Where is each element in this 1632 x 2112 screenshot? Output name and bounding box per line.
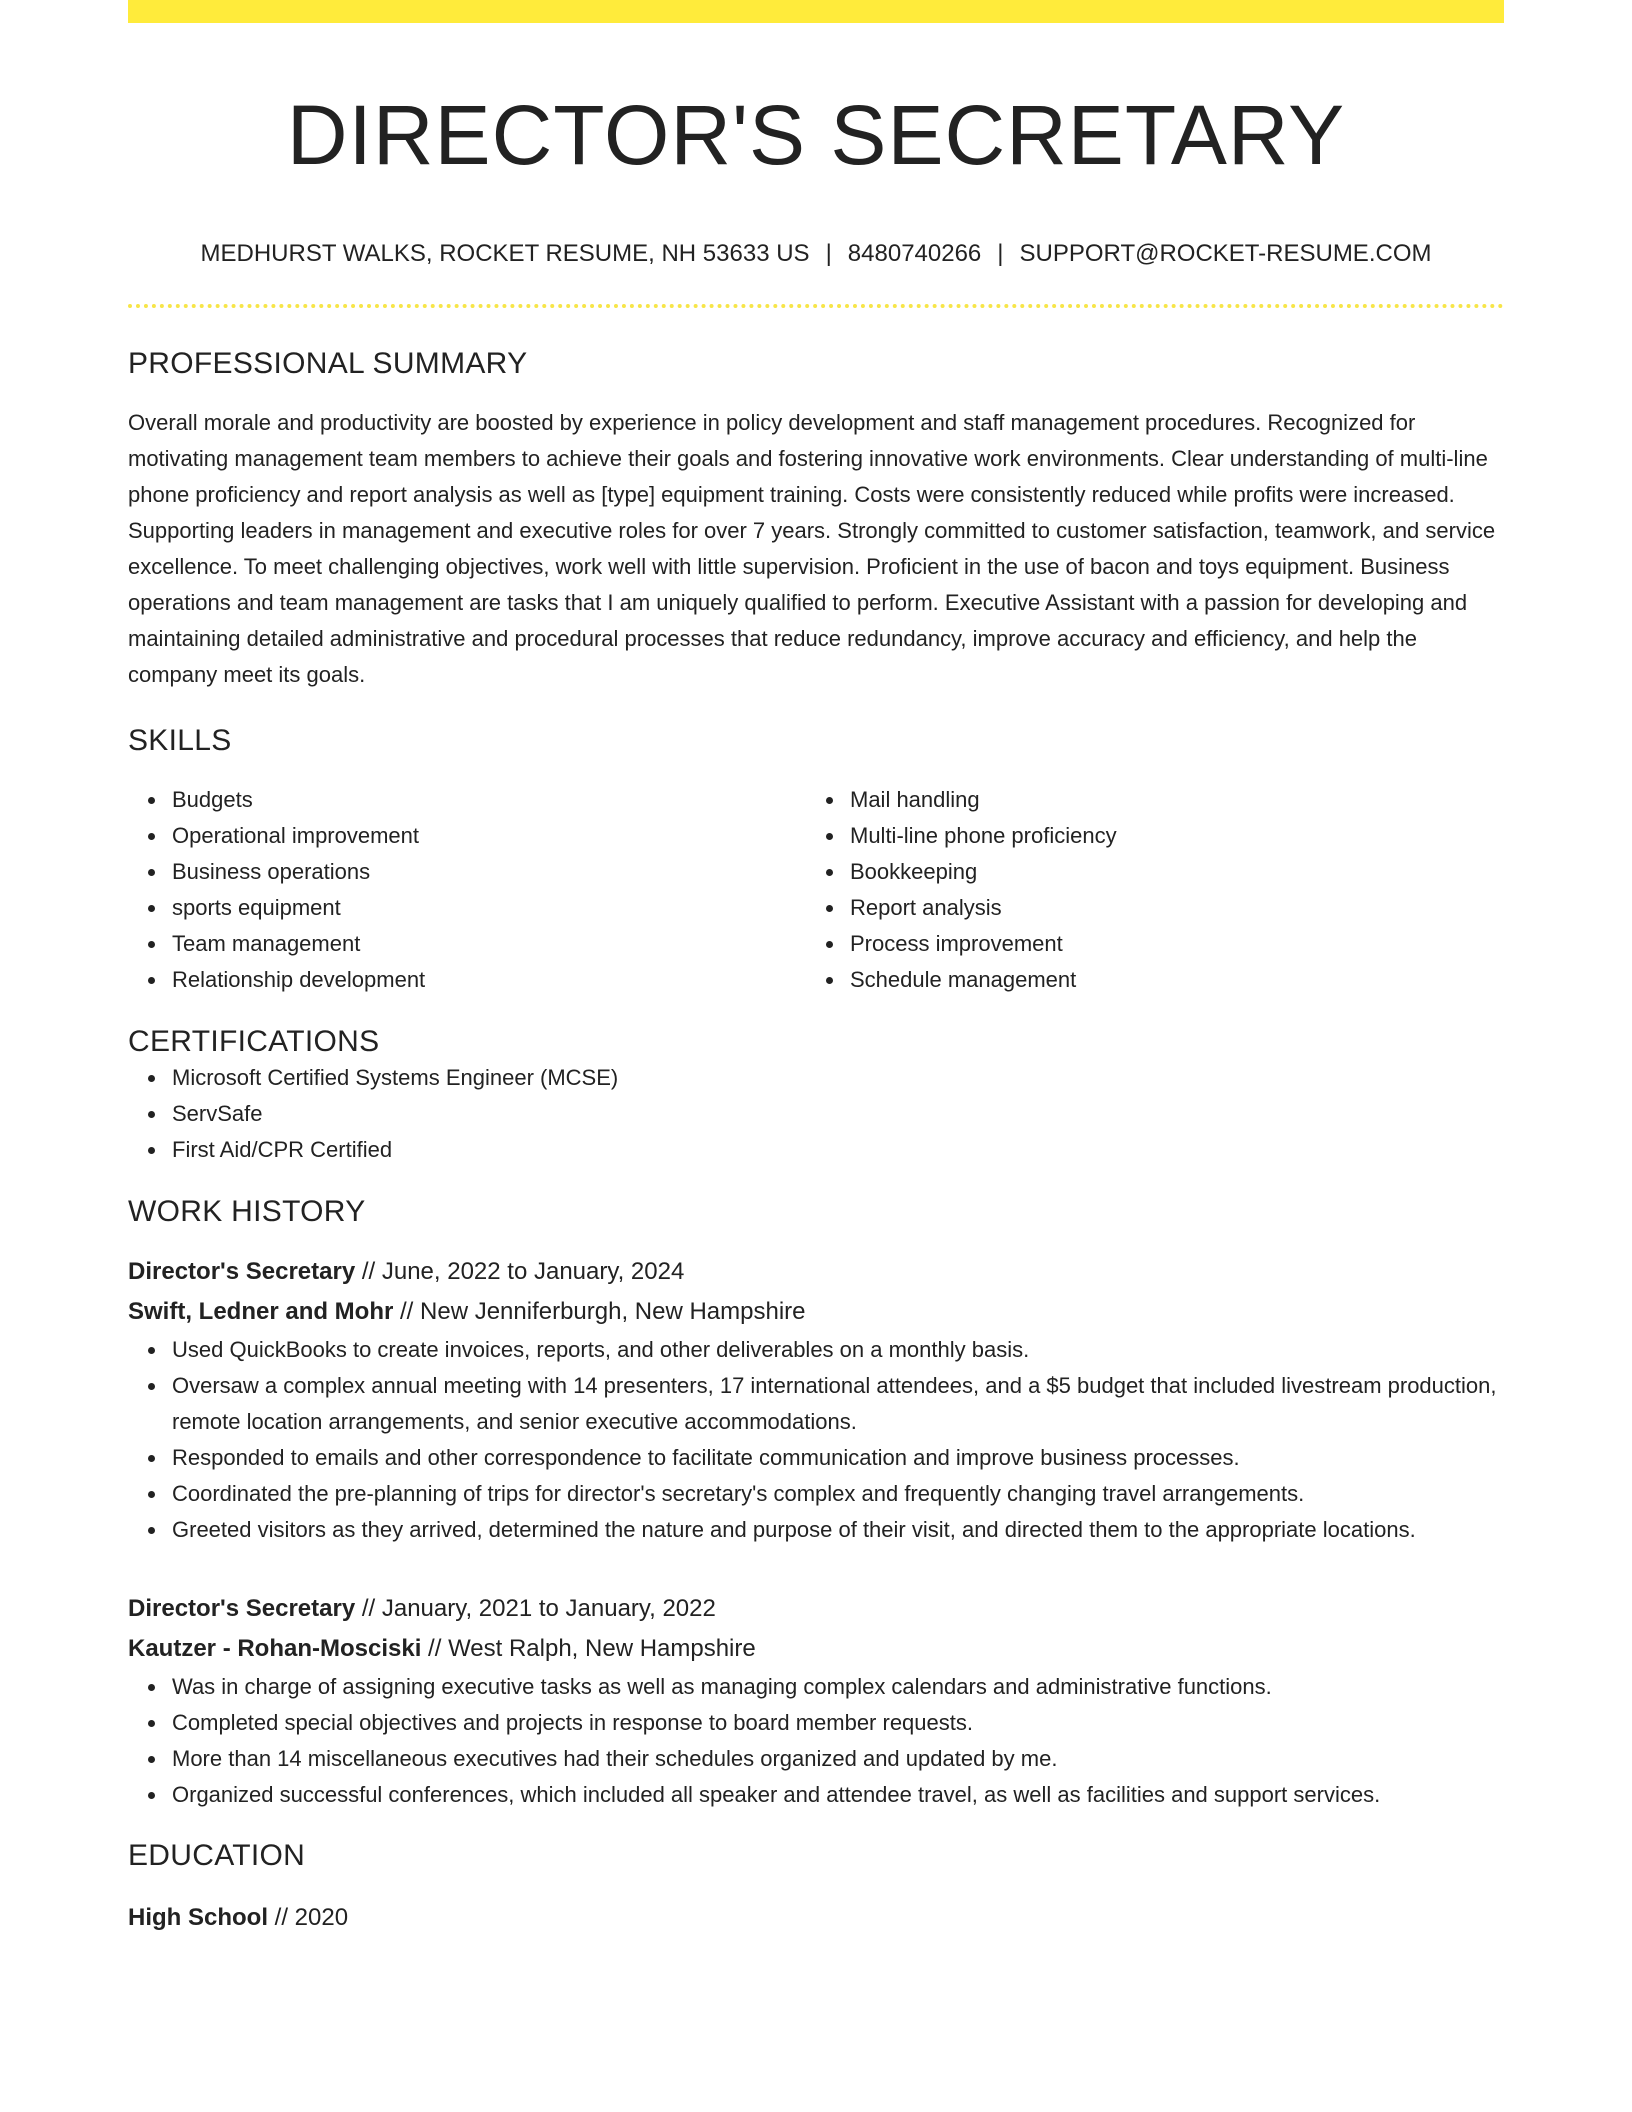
contact-address: MEDHURST WALKS, ROCKET RESUME, NH 53633 US	[200, 240, 810, 267]
skill-item: sports equipment	[172, 890, 806, 926]
job-company-line	[128, 1629, 1504, 1669]
education-heading: EDUCATION	[128, 1839, 306, 1872]
job-role: Director's Secretary	[128, 1595, 356, 1622]
job-role-line	[128, 1252, 1504, 1292]
summary-heading: PROFESSIONAL SUMMARY	[128, 347, 528, 380]
work-history-heading: WORK HISTORY	[128, 1195, 366, 1228]
job-duty: Organized successful conferences, which included all speaker and attendee travel, as well as facilities and support services.	[172, 1777, 1504, 1813]
certification-item: First Aid/CPR Certified	[172, 1132, 1504, 1168]
skill-item: Operational improvement	[172, 818, 806, 854]
job-location: West Ralph, New Hampshire	[448, 1635, 756, 1662]
job-location: New Jenniferburgh, New Hampshire	[420, 1298, 806, 1325]
resume-page	[128, 0, 1504, 1938]
job-duty: Oversaw a complex annual meeting with 14 presenters, 17 international attendees, and a $5 budget that included livestream production, remote location arrangements, and senior executive accommodations.	[172, 1368, 1504, 1440]
skill-item: Bookkeeping	[850, 854, 1484, 890]
skill-item: Relationship development	[172, 962, 806, 998]
job-entry	[128, 1252, 1504, 1548]
job-dates: June, 2022 to January, 2024	[381, 1258, 685, 1285]
certifications-list	[128, 1060, 1504, 1168]
job-duty: Coordinated the pre-planning of trips for director's secretary's complex and frequently changing travel arrangements.	[172, 1476, 1504, 1512]
certification-item: Microsoft Certified Systems Engineer (MCSE)	[172, 1060, 1504, 1096]
skill-item: Business operations	[172, 854, 806, 890]
contact-line	[128, 239, 1504, 269]
contact-separator: |	[825, 240, 832, 267]
education-entry	[128, 1898, 1504, 1938]
job-company: Swift, Ledner and Mohr	[128, 1298, 394, 1325]
skill-item: Multi-line phone proficiency	[850, 818, 1484, 854]
certification-item: ServSafe	[172, 1096, 1504, 1132]
separator: //	[355, 1258, 382, 1285]
skill-item: Team management	[172, 926, 806, 962]
job-company: Kautzer - Rohan-Mosciski	[128, 1635, 422, 1662]
separator: //	[393, 1298, 421, 1325]
dotted-divider	[128, 304, 1504, 308]
job-role-line	[128, 1589, 1504, 1629]
job-entry	[128, 1589, 1504, 1813]
job-dates: January, 2021 to January, 2022	[381, 1595, 716, 1622]
job-duty: Responded to emails and other correspondence to facilitate communication and improve business processes.	[172, 1440, 1504, 1476]
job-company-line	[128, 1292, 1504, 1332]
skill-item: Budgets	[172, 782, 806, 818]
job-duty: Greeted visitors as they arrived, determined the nature and purpose of their visit, and directed them to the appropriate locations.	[172, 1512, 1504, 1548]
job-duty: Completed special objectives and projects in response to board member requests.	[172, 1705, 1504, 1741]
skills-heading: SKILLS	[128, 724, 232, 757]
resume-title: DIRECTOR'S SECRETARY	[286, 88, 1346, 182]
certifications-heading: CERTIFICATIONS	[128, 1025, 380, 1058]
contact-phone: 8480740266	[847, 240, 982, 267]
job-duty: Used QuickBooks to create invoices, reports, and other deliverables on a monthly basis.	[172, 1332, 1504, 1368]
skills-grid	[128, 782, 1504, 998]
skill-item: Report analysis	[850, 890, 1484, 926]
accent-top-bar	[128, 0, 1504, 23]
job-duty: More than 14 miscellaneous executives had their schedules organized and updated by me.	[172, 1741, 1504, 1777]
contact-email: SUPPORT@ROCKET-RESUME.COM	[1019, 240, 1432, 267]
skill-item: Mail handling	[850, 782, 1484, 818]
summary-text: Overall morale and productivity are boosted by experience in policy development and staff management procedures. Recognized for motivating management team members to achieve their goals and fostering innovative work environments. Clear understanding of multi-line phone proficiency and report analysis as well as [type] equipment training. Costs were consistently reduced while profits were increased. Supporting leaders in management and executive roles for over 7 years. Strongly committed to customer satisfaction, teamwork, and service excellence. To meet challenging objectives, work well with little supervision. Proficient in the use of bacon and toys equipment. Business operations and team management are tasks that I am uniquely qualified to perform. Executive Assistant with a passion for developing and maintaining detailed administrative and procedural processes that reduce redundancy, improve accuracy and efficiency, and help the company meet its goals.	[128, 410, 1496, 687]
separator: //	[268, 1904, 295, 1931]
skills-column-left	[128, 782, 806, 998]
skill-item: Schedule management	[850, 962, 1484, 998]
job-duties-list	[128, 1669, 1504, 1813]
education-degree: High School	[128, 1904, 268, 1931]
skills-column-right	[806, 782, 1484, 998]
job-duty: Was in charge of assigning executive tasks as well as managing complex calendars and administrative functions.	[172, 1669, 1504, 1705]
job-role: Director's Secretary	[128, 1258, 356, 1285]
separator: //	[355, 1595, 382, 1622]
skill-item: Process improvement	[850, 926, 1484, 962]
job-duties-list	[128, 1332, 1504, 1548]
contact-separator: |	[997, 240, 1004, 267]
education-year: 2020	[294, 1904, 349, 1931]
separator: //	[421, 1635, 449, 1662]
